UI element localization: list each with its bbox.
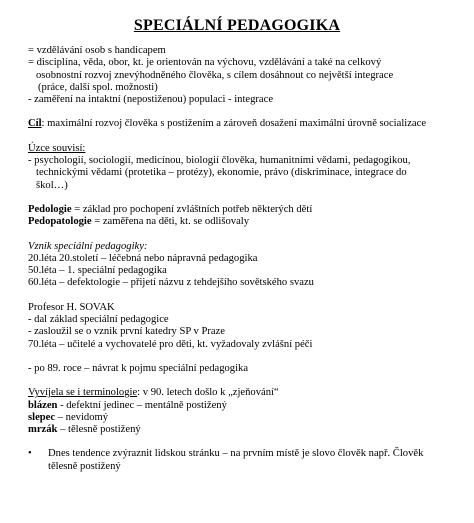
term-definition: – tělesně postižený (57, 424, 141, 436)
terminology-heading-rest: : v 90. letech došlo k „zjeňování“ (137, 387, 279, 399)
bullet-icon: • (28, 448, 32, 460)
bullet-text (48, 448, 464, 473)
pedopatologie-term: Pedopatologie (28, 216, 92, 228)
term-word: slepec (28, 411, 56, 423)
terminology-heading (28, 387, 464, 399)
related-line-1: - psychologií, sociologií, medicínou, biologií člověka, humanitními vědami, pedagogikou, (28, 155, 411, 167)
term-word: blázen (28, 399, 58, 411)
pedopatologie-text: = zaměřena na děti, kt. se odlišovaly (91, 216, 250, 228)
pedopatologie-definition (28, 216, 464, 228)
definition-line-5: - zaměření na intaktní (nepostiženou) populaci - integrace (28, 94, 274, 106)
sovak-heading: Profesor H. SOVAK (28, 301, 115, 313)
definition-line-3: osobnostní rozvoj znevýhodněného člověka, s cílem dosáhnout co největší integrace (36, 69, 394, 81)
bullet-text-line-2: tělesně postižený (48, 460, 121, 472)
definition-line-1: = vzdělávání osob s handicapem (28, 45, 166, 56)
bullet-text-line-1: Dnes tendence zvýraznit lidskou stránku – na prvním místě je slovo člověk např. Člověk (48, 448, 424, 460)
term-row (28, 424, 464, 436)
sovak-line-1: - dal základ speciální pedagogice (28, 314, 169, 326)
origin-line-2: 50.léta – 1. speciální pedagogika (28, 265, 167, 277)
bullet-item (28, 448, 464, 473)
page-title: SPECIÁLNÍ PEDAGOGIKA (133, 17, 341, 34)
definition-line-4: (práce, další spol. možnosti) (38, 81, 158, 93)
related-heading: Úzce souvisí: (28, 142, 86, 154)
term-definition: – nevidomý (55, 411, 109, 423)
goal-text: : maximální rozvoj člověka s postižením a zároveň dosažení maximální úrovně socializace (41, 118, 427, 130)
document-page (0, 17, 474, 523)
origin-heading: Vznik speciální pedagogiky: (28, 240, 148, 252)
post89-line: - po 89. roce – návrat k pojmu speciální pedagogika (28, 362, 249, 374)
origin-line-1: 20.léta 20.století – léčebná nebo nápravná pedagogika (28, 252, 258, 264)
related-line-2: technickými vědami (protetika – protézy), ekonomie, právo (diskriminace, integrace do (36, 167, 407, 179)
pedologie-definition (28, 204, 464, 216)
term-word: mrzák (28, 424, 58, 436)
sovak-line-2: - zasloužil se o vznik první katedry SP v Praze (28, 326, 226, 338)
goal-label: Cíl (28, 118, 42, 130)
pedologie-term: Pedologie (28, 203, 72, 215)
term-definition: - defektní jedinec – mentálně postižený (57, 399, 227, 411)
term-row (28, 400, 464, 412)
definition-line-2: = disciplína, věda, obor, kt. je orientován na výchovu, vzdělávání a také na celkový (28, 57, 382, 69)
document-body (0, 45, 474, 473)
sovak-line-3: 70.léta – učitelé a vychovatelé pro děti, kt. vyžadovaly zvlášní péči (28, 338, 313, 350)
related-line-3: škol…) (36, 179, 68, 191)
terminology-heading-underlined: Vyvíjela se i terminologie (28, 387, 138, 399)
term-row (28, 412, 464, 424)
pedologie-text: = základ pro pochopení zvláštních potřeb některých dětí (71, 203, 313, 215)
origin-line-3: 60.léta – defektologie – přijetí názvu z tehdejšího sovětského svazu (28, 277, 314, 289)
goal-paragraph (28, 118, 464, 130)
